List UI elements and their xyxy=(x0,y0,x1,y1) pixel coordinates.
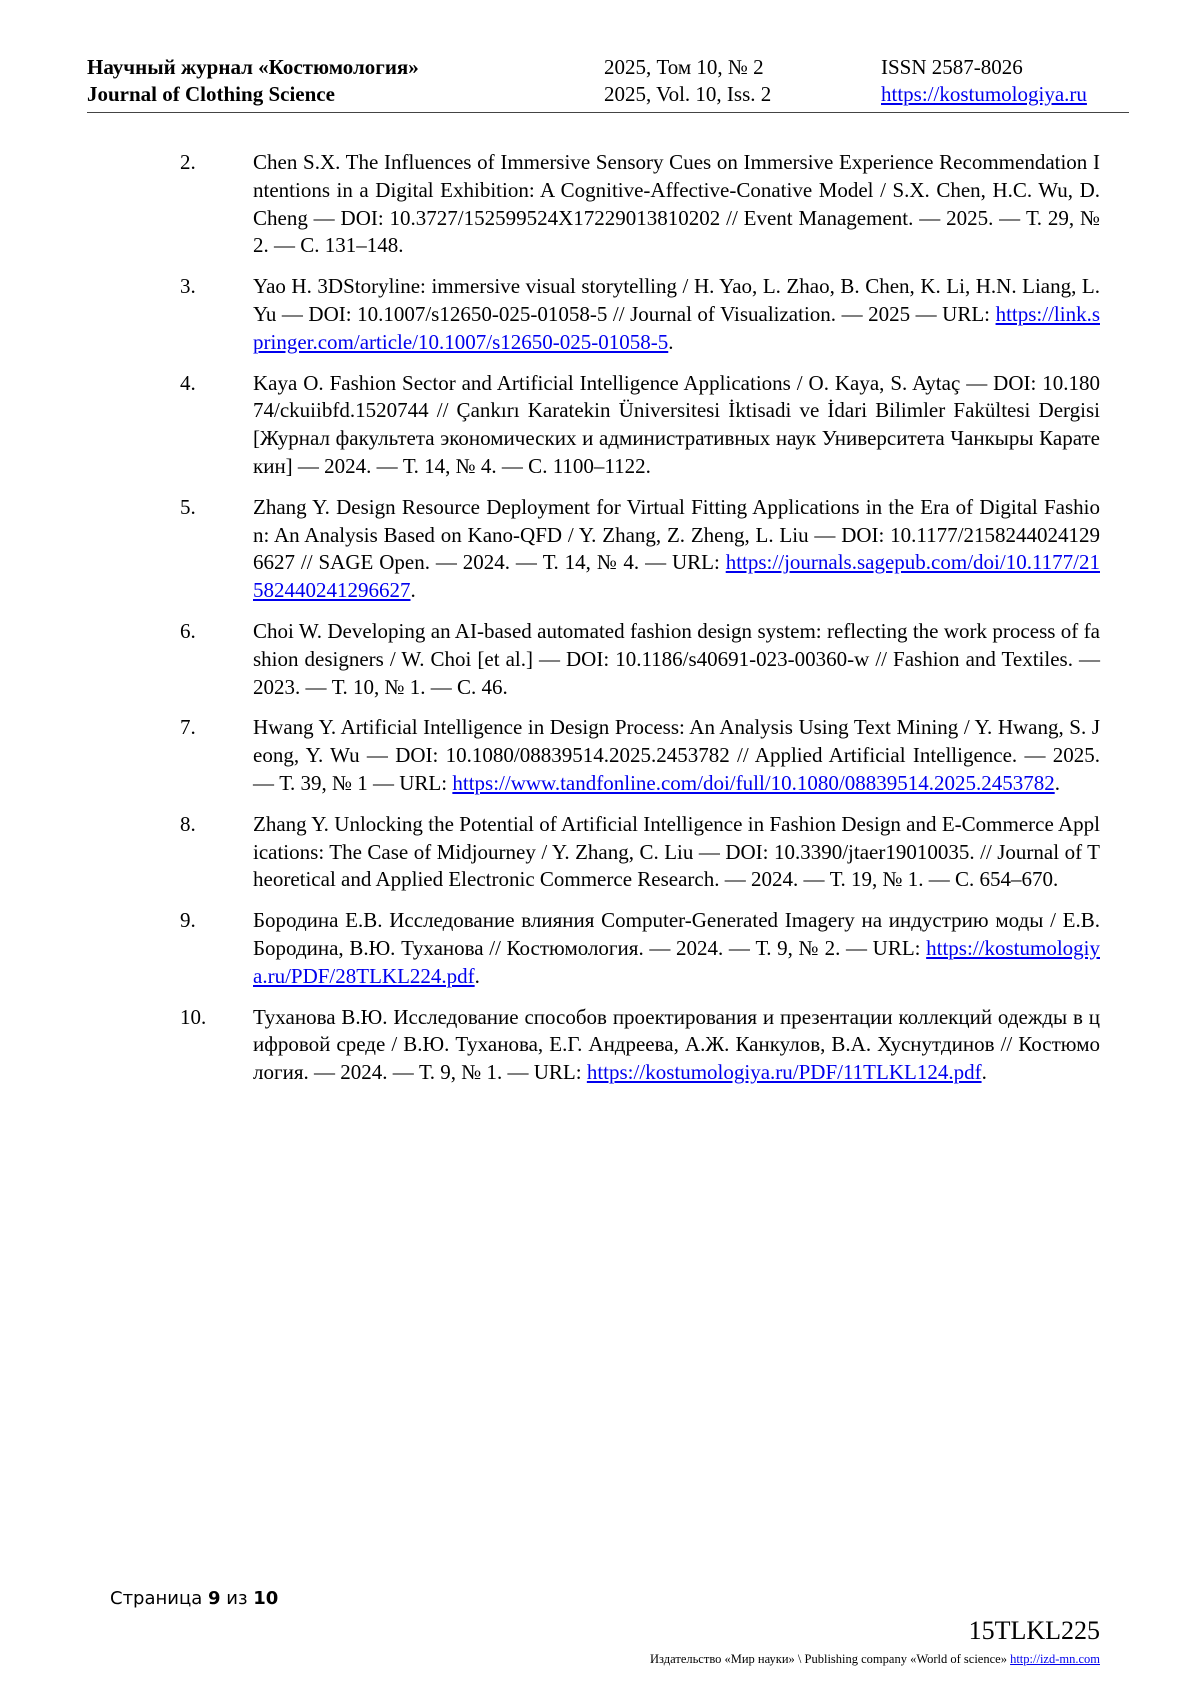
journal-website-link[interactable]: https://kostumologiya.ru xyxy=(881,82,1087,106)
reference-item xyxy=(180,907,1100,990)
reference-text: Choi W. Developing an AI-based automated fashion design system: reflecting the work process of fashion designers / W. Choi [et al.] — DOI: 10.1186/s40691-023-00360-w // Fashion and Textiles. — 2023. — Т. 10, № 1. — С. 46. xyxy=(253,618,1100,699)
reference-link[interactable]: https://kostumologiya.ru/PDF/11TLKL124.pdf xyxy=(586,1060,982,1085)
page-current: 9 xyxy=(208,1588,221,1609)
reference-number: 3. xyxy=(180,274,196,299)
reference-text: Chen S.X. The Influences of Immersive Sensory Cues on Immersive Experience Recommendation Intentions in a Digital Exhibition: A Cognitive-Affective-Conative Model / S.X. Chen, H.C. Wu, D. Cheng — DOI: 10.3727/152599524X17229013810202 // Event Management. — 2025. — Т. 29, № 2. — С. 131–148. xyxy=(253,150,1100,258)
reference-number: 6. xyxy=(180,618,196,643)
reference-link[interactable]: https://kostumologiya.ru/PDF/28TLKL224.pdf xyxy=(253,935,1100,988)
reference-link[interactable]: https://link.springer.com/article/10.1007/s12650-025-01058-5 xyxy=(253,301,1100,354)
issn: ISSN 2587-8026 xyxy=(881,55,1023,79)
page-label: Страница xyxy=(110,1588,203,1609)
reference-text: Kaya O. Fashion Sector and Artificial Intelligence Applications / O. Kaya, S. Aytaç — DOI: 10.18074/ckuiibfd.1520744 // Çankırı Karatekin Üniversitesi İktisadi ve İdari Bilimler Fakültesi Dergisi [Журнал факультета экономических и административных наук Университета Чанкыры Каратекин] — 2024. — Т. 14, № 4. — С. 1100–1122. xyxy=(253,370,1100,478)
reference-link[interactable]: https://www.tandfonline.com/doi/full/10.1080/08839514.2025.2453782 xyxy=(452,770,1055,795)
reference-text: Yao H. 3DStoryline: immersive visual storytelling / H. Yao, L. Zhao, B. Chen, K. Li, H.N. Liang, L. Yu — DOI: 10.1007/s12650-025-01058-5 // Journal of Visualization. — 2025 — URL: xyxy=(253,274,1100,326)
reference-number: 10. xyxy=(180,1004,207,1029)
issn-block xyxy=(881,54,1087,108)
reference-item xyxy=(180,149,1100,260)
page-counter xyxy=(110,1588,278,1609)
publisher-text: Издательство «Мир науки» \ Publishing company «World of science» xyxy=(650,1652,1007,1666)
issue-block xyxy=(604,54,771,108)
publisher-line xyxy=(650,1652,1100,1667)
reference-item xyxy=(180,811,1100,894)
reference-item xyxy=(180,1004,1100,1087)
reference-item xyxy=(180,370,1100,481)
reference-number: 9. xyxy=(180,908,196,933)
publisher-link[interactable]: http://izd-mn.com xyxy=(1010,1652,1100,1666)
journal-title-block xyxy=(87,54,419,108)
reference-text: Zhang Y. Design Resource Deployment for Virtual Fitting Applications in the Era of Digital Fashion: An Analysis Based on Kano-QFD / Y. Zhang, Z. Zheng, L. Liu — DOI: 10.1177/21582440241296627 // SAGE Open. — 2024. — Т. 14, № 4. — URL: xyxy=(253,494,1100,575)
reference-tail: . xyxy=(1054,770,1060,795)
journal-title-ru: Научный журнал «Костюмология» xyxy=(87,55,419,79)
reference-tail: . xyxy=(410,578,416,603)
article-code: 15TLKL225 xyxy=(968,1616,1100,1645)
issue-en: 2025, Vol. 10, Iss. 2 xyxy=(604,82,772,106)
reference-number: 5. xyxy=(180,494,196,519)
reference-text: Туханова В.Ю. Исследование способов проектирования и презентации коллекций одежды в цифровой среде / В.Ю. Туханова, Е.Г. Андреева, А.Ж. Канкулов, В.А. Хуснутдинов // Костюмология. — 2024. — Т. 9, № 1. — URL: xyxy=(253,1004,1100,1085)
reference-text: Zhang Y. Unlocking the Potential of Artificial Intelligence in Fashion Design and E-Commerce Applications: The Case of Midjourney / Y. Zhang, C. Liu — DOI: 10.3390/jtaer19010035. // Journal of Theoretical and Applied Electronic Commerce Research. — 2024. — Т. 19, № 1. — С. 654–670. xyxy=(253,811,1100,892)
reference-number: 2. xyxy=(180,150,196,174)
reference-list xyxy=(180,149,1100,1100)
reference-item xyxy=(180,714,1100,797)
reference-tail: . xyxy=(981,1060,987,1085)
reference-item xyxy=(180,618,1100,701)
reference-number: 4. xyxy=(180,370,196,395)
reference-tail: . xyxy=(668,329,674,354)
reference-item xyxy=(180,273,1100,356)
page-total: 10 xyxy=(253,1588,279,1609)
reference-link[interactable]: https://journals.sagepub.com/doi/10.1177/21582440241296627 xyxy=(253,550,1100,603)
journal-title-en: Journal of Clothing Science xyxy=(87,82,335,106)
reference-text: Hwang Y. Artificial Intelligence in Design Process: An Analysis Using Text Mining / Y. Hwang, S. Jeong, Y. Wu — DOI: 10.1080/08839514.2025.2453782 // Applied Artificial Intelligence. — 2025. — Т. 39, № 1 — URL: xyxy=(253,715,1100,795)
page-of: из xyxy=(226,1588,248,1609)
issue-ru: 2025, Том 10, № 2 xyxy=(604,55,764,79)
reference-number: 8. xyxy=(180,811,196,836)
reference-number: 7. xyxy=(180,715,196,740)
reference-tail: . xyxy=(474,963,480,988)
reference-text: Бородина Е.В. Исследование влияния Computer-Generated Imagery на индустрию моды / Е.В. Бородина, В.Ю. Туханова // Костюмология. — 2024. — Т. 9, № 2. — URL: xyxy=(253,908,1100,960)
running-header xyxy=(87,54,1129,113)
reference-item xyxy=(180,494,1100,605)
